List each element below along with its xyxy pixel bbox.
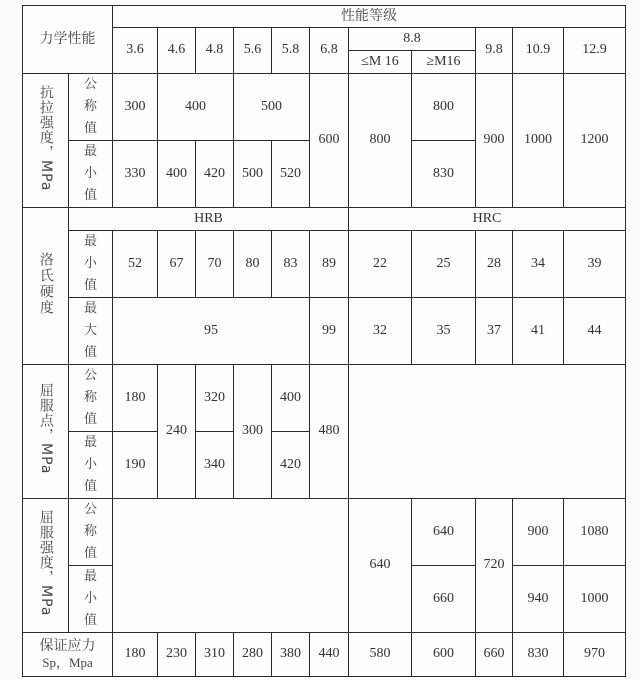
minimum-label: 最 小 值 [69,141,113,208]
hardness-max-12-9: 44 [564,298,626,365]
grade-5-6: 5.6 [234,28,272,74]
yield-point-min-5-8: 420 [272,432,310,499]
nominal-label: 公 称 值 [69,74,113,141]
proof-stress-12-9: 970 [564,633,626,677]
hardness-label [23,208,69,365]
hardness-minimum-label: 最 小 值 [69,231,113,298]
proof-stress-label [23,633,113,677]
minimum-label: 最 小 值 [69,432,113,499]
nominal-label: 公 称 值 [69,365,113,432]
proof-stress-5-6: 280 [234,633,272,677]
hardness-min-3-6: 52 [113,231,158,298]
grade-10-9: 10.9 [513,28,564,74]
yield-strength-nominal-10-9: 900 [513,499,564,566]
yield-strength-9-8: 720 [476,499,513,633]
yield-point-min-3-6: 190 [113,432,158,499]
hardness-min-4-8: 70 [196,231,234,298]
proof-stress-4-6: 230 [158,633,196,677]
yield-strength-8-8-le: 640 [349,499,412,633]
grade-4-8: 4.8 [196,28,234,74]
minimum-label: 最 小 值 [69,566,113,633]
hardness-min-8-8-ge: 25 [412,231,476,298]
yield-strength-label-text: 屈服强度，MPa [37,509,54,617]
tensile-8-8-le: 800 [349,74,412,208]
hardness-max-3-6-to-5-8: 95 [113,298,310,365]
yield-strength-min-8-8-ge: 660 [412,566,476,633]
hrb-scale-header: HRB [69,208,349,231]
nominal-label: 公 称 值 [69,499,113,566]
hardness-max-8-8-le: 32 [349,298,412,365]
yield-strength-nominal-12-9: 1080 [564,499,626,566]
grade-6-8: 6.8 [310,28,349,74]
corner-label: 力学性能 [23,6,113,74]
grade-3-6: 3.6 [113,28,158,74]
hardness-min-5-8: 83 [272,231,310,298]
tensile-10-9: 1000 [513,74,564,208]
proof-stress-8-8-le: 580 [349,633,412,677]
tensile-nominal-4-6-4-8: 400 [158,74,234,141]
yield-strength-min-10-9: 940 [513,566,564,633]
tensile-nominal-3-6: 300 [113,74,158,141]
tensile-min-4-8: 420 [196,141,234,208]
hardness-min-12-9: 39 [564,231,626,298]
proof-stress-10-9: 830 [513,633,564,677]
yield-strength-nominal-8-8-ge: 640 [412,499,476,566]
yield-point-nominal-4-8: 320 [196,365,234,432]
proof-stress-label-line1: 保证应力 [39,638,96,655]
proof-stress-5-8: 380 [272,633,310,677]
yield-point-4-6: 240 [158,365,196,499]
proof-stress-9-8: 660 [476,633,513,677]
mechanical-properties-table [22,5,626,677]
yield-point-5-6: 300 [234,365,272,499]
yield-strength-label [23,499,69,633]
proof-stress-label-line2: Sp，Mpa [42,655,93,671]
hardness-label-text: 洛氏硬度 [37,251,54,316]
proof-stress-3-6: 180 [113,633,158,677]
tensile-strength-label-text: 抗拉强度，MPa [37,84,54,192]
yield-point-nominal-5-8: 400 [272,365,310,432]
grade-8-8: 8.8 [349,28,476,51]
hardness-min-4-6: 67 [158,231,196,298]
tensile-6-8: 600 [310,74,349,208]
hrc-scale-header: HRC [349,208,626,231]
grade-9-8: 9.8 [476,28,513,74]
hardness-min-10-9: 34 [513,231,564,298]
proof-stress-4-8: 310 [196,633,234,677]
tensile-min-8-8-ge: 830 [412,141,476,208]
yield-strength-empty [113,499,349,633]
proof-stress-8-8-ge: 600 [412,633,476,677]
tensile-12-9: 1200 [564,74,626,208]
yield-point-6-8: 480 [310,365,349,499]
tensile-min-5-6: 500 [234,141,272,208]
yield-point-label [23,365,69,499]
grade-5-8: 5.8 [272,28,310,74]
proof-stress-6-8: 440 [310,633,349,677]
hardness-max-10-9: 41 [513,298,564,365]
tensile-min-5-8: 520 [272,141,310,208]
tensile-min-4-6: 400 [158,141,196,208]
yield-point-nominal-3-6: 180 [113,365,158,432]
grade-8-8-le-m16: ≤M 16 [349,51,412,74]
hardness-min-9-8: 28 [476,231,513,298]
yield-point-min-4-8: 340 [196,432,234,499]
tensile-nominal-5-6-5-8: 500 [234,74,310,141]
tensile-min-3-6: 330 [113,141,158,208]
hardness-max-9-8: 37 [476,298,513,365]
grade-8-8-ge-m16: ≥M16 [412,51,476,74]
hardness-min-6-8: 89 [310,231,349,298]
tensile-strength-label [23,74,69,208]
hardness-max-6-8: 99 [310,298,349,365]
grade-group-header: 性能等级 [113,6,626,28]
grade-4-6: 4.6 [158,28,196,74]
hardness-min-5-6: 80 [234,231,272,298]
yield-strength-min-12-9: 1000 [564,566,626,633]
yield-point-empty [349,365,626,499]
grade-12-9: 12.9 [564,28,626,74]
tensile-9-8: 900 [476,74,513,208]
hardness-max-8-8-ge: 35 [412,298,476,365]
yield-point-label-text: 屈服点，MPa [37,383,54,475]
hardness-min-8-8-le: 22 [349,231,412,298]
maximum-label: 最 大 值 [69,298,113,365]
tensile-nominal-8-8-ge: 800 [412,74,476,141]
